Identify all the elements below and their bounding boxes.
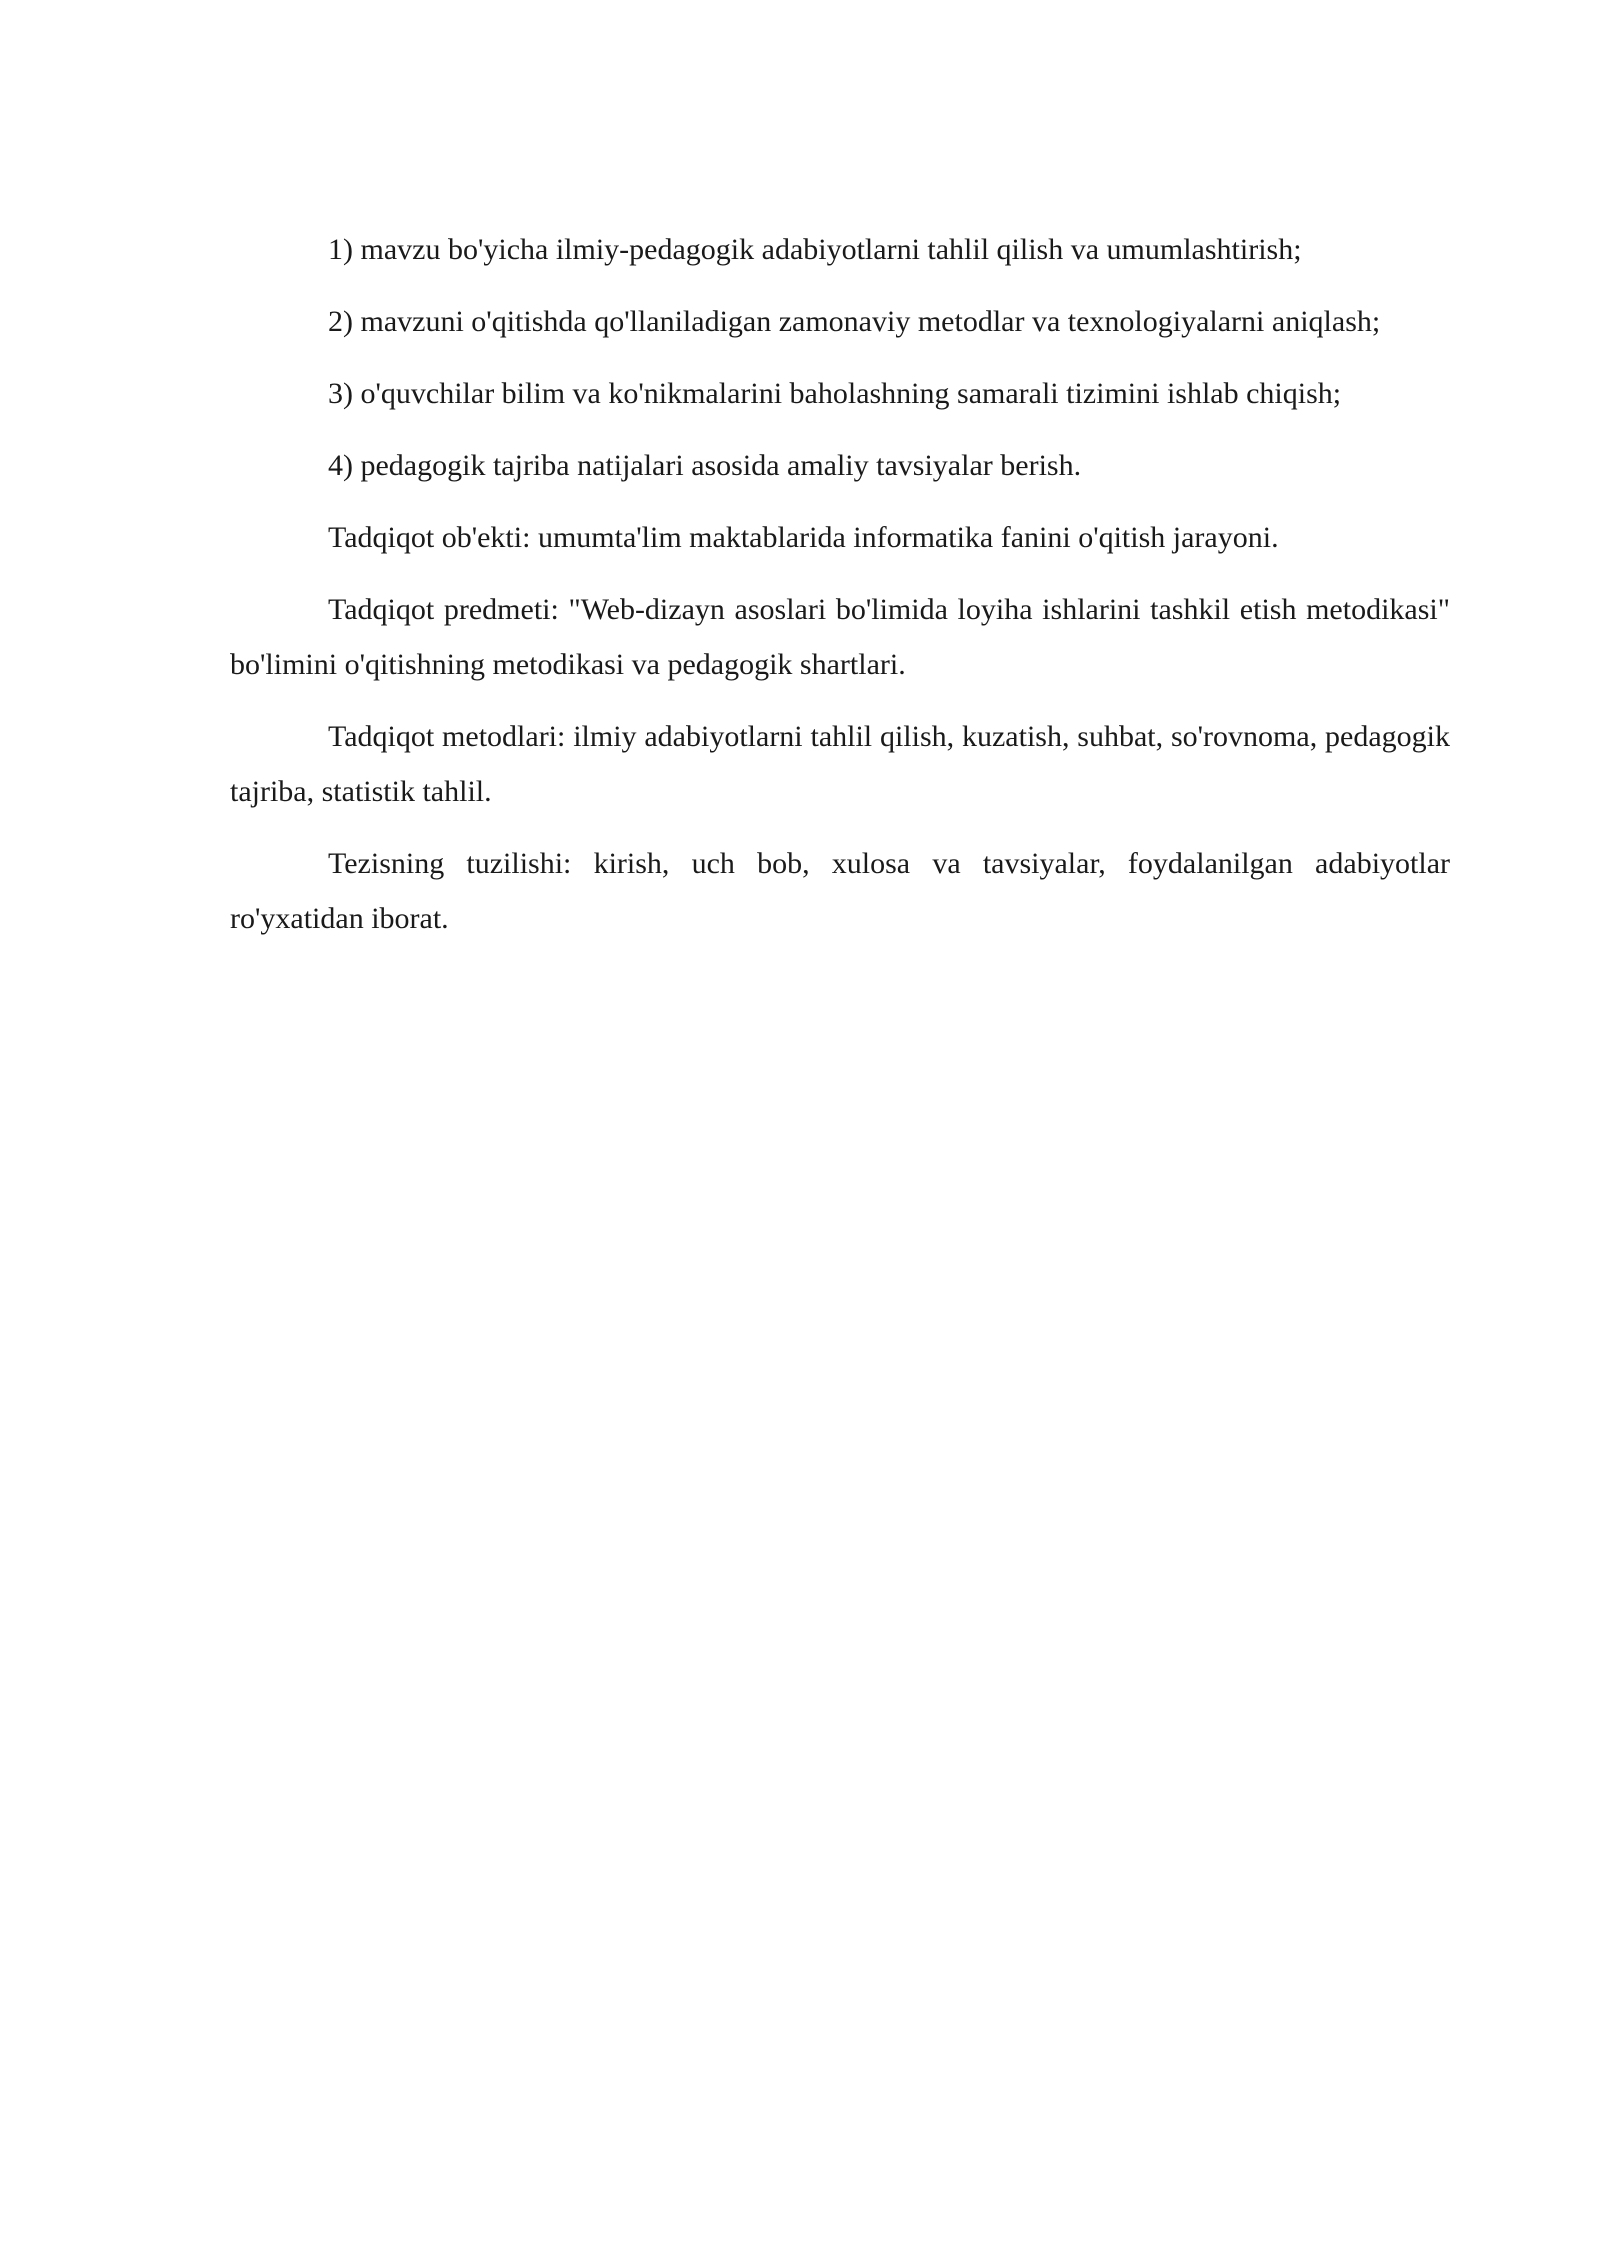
- research-methods-paragraph: Tadqiqot metodlari: ilmiy adabiyotlarni tahlil qilish, kuzatish, suhbat, so'rovnoma, pedagogik tajriba, statistik tahlil.: [230, 720, 1450, 808]
- thesis-structure-paragraph: Tezisning tuzilishi: kirish, uch bob, xulosa va tavsiyalar, foydalanilgan adabiyotlar ro'yxatidan iborat.: [230, 847, 1450, 935]
- task-item-1: 1) mavzu bo'yicha ilmiy-pedagogik adabiyotlarni tahlil qilish va umumlashtirish;: [328, 233, 1302, 266]
- document-body: [230, 222, 1450, 963]
- task-item-3: 3) o'quvchilar bilim va ko'nikmalarini baholashning samarali tizimini ishlab chiqish;: [328, 377, 1342, 410]
- research-object-paragraph: Tadqiqot ob'ekti: umumta'lim maktablarida informatika fanini o'qitish jarayoni.: [328, 521, 1279, 554]
- task-item-4: 4) pedagogik tajriba natijalari asosida amaliy tavsiyalar berish.: [328, 449, 1082, 482]
- task-item-2: 2) mavzuni o'qitishda qo'llaniladigan zamonaviy metodlar va texnologiyalarni aniqlash;: [328, 305, 1381, 338]
- research-subject-paragraph: Tadqiqot predmeti: "Web-dizayn asoslari bo'limida loyiha ishlarini tashkil etish metodikasi" bo'limini o'qitishning metodikasi va pedagogik shartlari.: [230, 593, 1450, 681]
